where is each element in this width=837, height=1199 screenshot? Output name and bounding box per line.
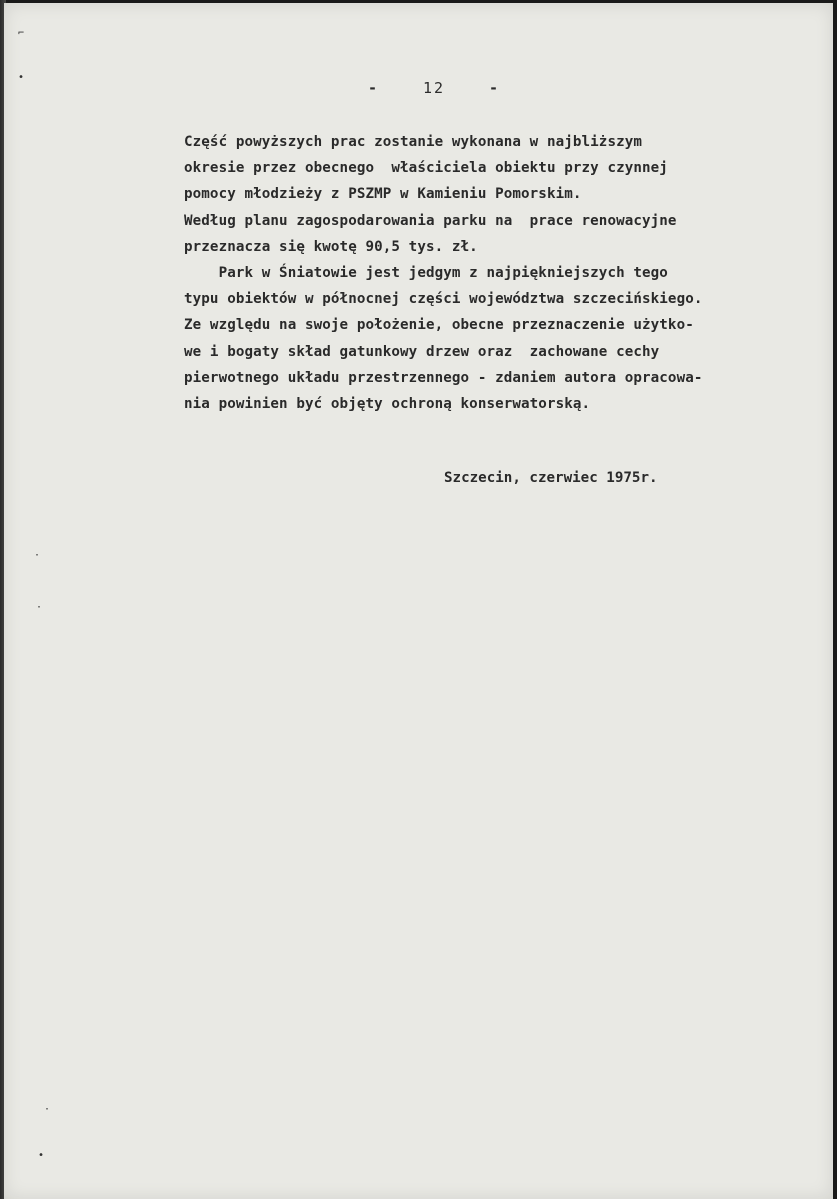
body-text: [184, 129, 824, 417]
scan-speck: •: [38, 1150, 45, 1161]
scan-speck: ⌐: [18, 28, 25, 39]
document-page: [4, 3, 833, 1199]
text-line: Według planu zagospodarowania parku na prace renowacyjne: [184, 212, 677, 229]
scan-speck: •: [18, 72, 25, 83]
page-number-value: 12: [422, 79, 446, 97]
text-line: pierwotnego układu przestrzennego - zdaniem autora opracowa-: [184, 369, 703, 386]
scan-speck: ·: [36, 602, 43, 613]
text-line: we i bogaty skład gatunkowy drzew oraz zachowane cechy: [184, 343, 660, 360]
text-line: okresie przez obecnego właściciela obiektu przy czynnej: [184, 160, 668, 177]
text-line: Park w Śniatowie jest jedgym z najpiękniejszych tego: [184, 265, 668, 282]
text-line: przeznacza się kwotę 90,5 tys. zł.: [184, 238, 478, 255]
text-line: pomocy młodzieży z PSZMP w Kamieniu Pomorskim.: [184, 186, 582, 203]
page-number: [344, 79, 524, 97]
text-line: Ze względu na swoje położenie, obecne przeznaczenie użytko-: [184, 317, 694, 334]
scan-speck: ·: [34, 550, 41, 561]
text-line: Część powyższych prac zostanie wykonana w najbliższym: [184, 134, 643, 150]
scan-speck: ·: [44, 1104, 51, 1115]
page-number-suffix: -: [489, 79, 501, 97]
text-line: typu obiektów w północnej części województwa szczecińskiego.: [184, 291, 703, 308]
place-date-signature: Szczecin, czerwiec 1975r.: [444, 470, 658, 486]
text-line: nia powinien być objęty ochroną konserwatorską.: [184, 396, 591, 413]
page-number-prefix: -: [367, 79, 379, 97]
